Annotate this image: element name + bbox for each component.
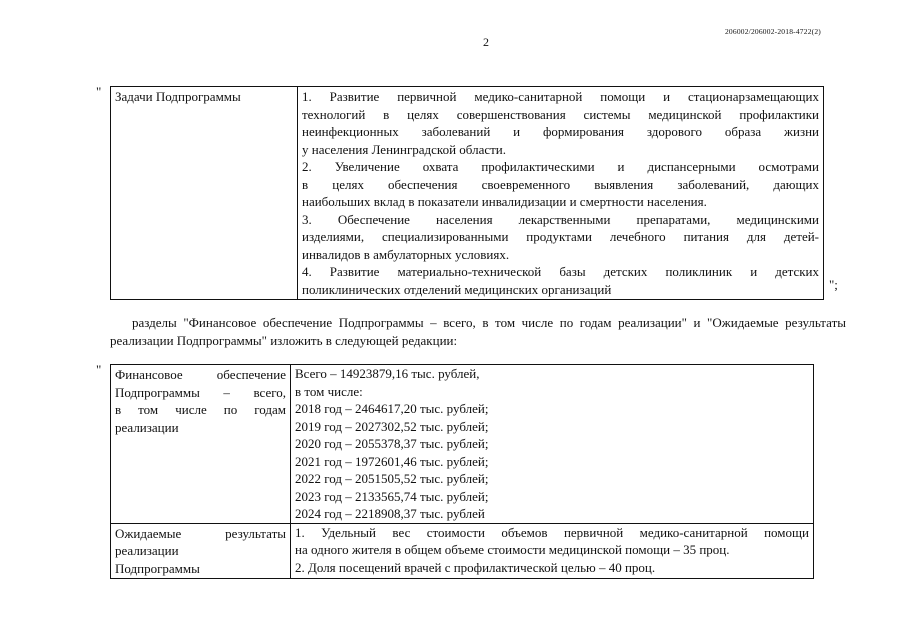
finance-label: Финансовое обеспечение Подпрограммы – всего, в том числе по годам реализации: [111, 365, 291, 524]
results-label: Ожидаемые результаты реализации Подпрограммы: [111, 523, 291, 579]
tasks-label: Задачи Подпрограммы: [111, 87, 298, 300]
task-item: 2. Увеличение охвата профилактическими и диспансерными осмотрами в целях обеспечения своевременного выявления заболеваний, дающих наибольших вклад в показатели инвалидизации и смертности населения.: [302, 159, 819, 209]
tasks-content: [298, 87, 824, 300]
page-number: 2: [483, 35, 489, 49]
table-row: [111, 87, 824, 300]
open-quote: ": [96, 84, 102, 99]
table-row: [111, 523, 814, 579]
document-id: 206002/206002-2018-4722(2): [724, 27, 821, 36]
results-table: [110, 364, 814, 579]
open-quote-2: ": [96, 362, 102, 377]
table-row: [111, 365, 814, 524]
task-item: 1. Развитие первичной медико-санитарной помощи и стационарзамещающих технологий в целях совершенствования системы медицинской профилактики неинфекционных заболеваний и формирования здорового образа жизни у населения Ленинградской области.: [302, 89, 819, 157]
tasks-table: [110, 86, 824, 300]
finance-content: Всего – 14923879,16 тыс. рублей, в том числе: 2018 год – 2464617,20 тыс. рублей; 2019 год – 2027302,52 тыс. рублей; 2020 год – 2055378,37 тыс. рублей; 2021 год – 1972601,46 тыс. рублей; 2022 год – 2051505,52 тыс. рублей; 2023 год – 2133565,74 тыс. рублей; 2024 год – 2218908,37 тыс. рублей: [291, 365, 814, 524]
task-item: 3. Обеспечение населения лекарственными препаратами, медицинскими изделиями, специализированными продуктами лечебного питания для детей- инвалидов в амбулаторных условиях.: [302, 211, 819, 262]
results-content: 1. Удельный вес стоимости объемов первичной медико-санитарной помощи на одного жителя в общем объеме стоимости медицинской помощи – 35 проц. 2. Доля посещений врачей с профилактической целью – 40 проц.: [291, 523, 814, 579]
task-item: 4. Развитие материально-технической базы детских поликлиник и детских поликлинических отделений медицинских организаций: [302, 264, 819, 297]
close-quote: ";: [829, 277, 838, 292]
body-paragraph: разделы "Финансовое обеспечение Подпрограммы – всего, в том числе по годам реализации" и "Ожидаемые результаты реализации Подпрограммы" изложить в следующей редакции:: [110, 315, 846, 348]
